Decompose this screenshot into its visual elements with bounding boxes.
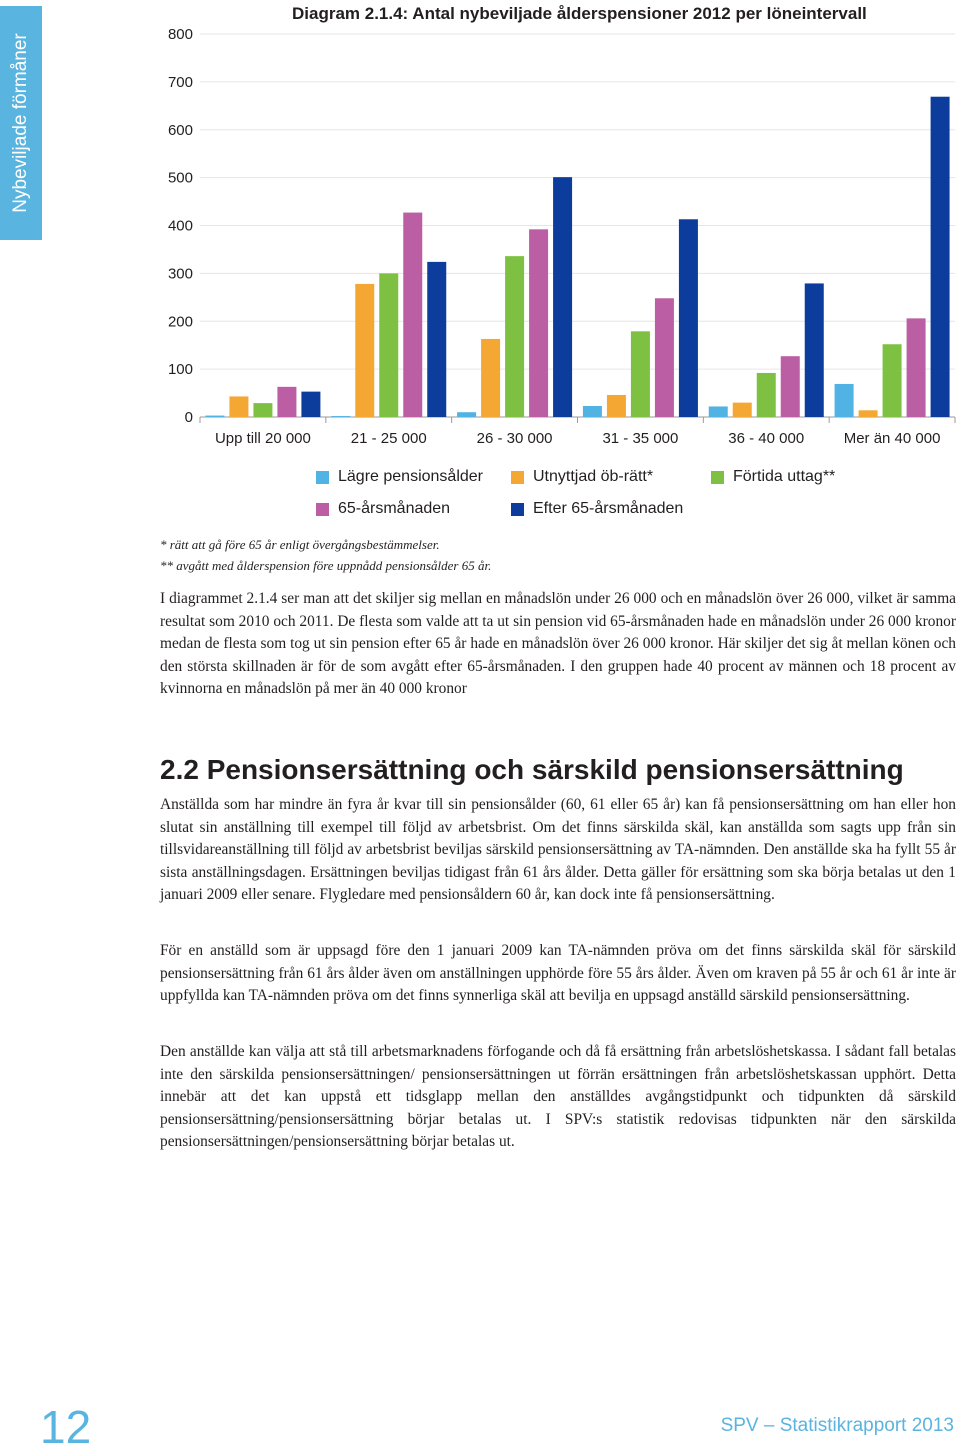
bar <box>301 392 320 417</box>
bar <box>277 387 296 417</box>
x-tick-label: Mer än 40 000 <box>843 430 941 447</box>
bar <box>631 331 650 417</box>
section-paragraph: Anställda som har mindre än fyra år kvar till sin pensionsålder (60, 61 eller 65 år) kan få pensionsersättning om han eller hon slutat sin anställning till exempel till följd av arbetsbrist. Om det finns särskilda skäl, kan anställda som sagts upp från sin tillsvidareanställning till följd av arbetsbrist beviljas särskild pensionsersättning av TA-nämnden. Den anställde ska ha fyllt 55 år sista anställningsdagen. Ersättningen beviljas tidigast från 61 års ålder. Detta gäller för ersättning som ska börja betalas ut den 1 januari 2009 eller senare. Flygledare med pensionsåldern 60 år, kan dock inte få pensionsersättning. <box>160 796 956 904</box>
chart-title: Diagram 2.1.4: Antal nybeviljade ålderspensioner 2012 per löneintervall <box>292 4 867 23</box>
intro-paragraph: I diagrammet 2.1.4 ser man att det skiljer sig mellan en månadslön under 26 000 och en månadslön över 26 000, vilket är samma resultat som 2010 och 2011. De flesta som valde att ta ut sin pension vid 65-årsmånaden hade en månadslön under 26 000 kronor medan de flesta som tog ut sin pension efter 65 år hade en månadslön över 26 000 kronor. Här skiljer det sig åt mellan könen och den största skillnaden är för de som avgått efter 65-årsmånaden. I den gruppen hade 40 procent av männen och 18 procent av kvinnorna en månadslön på mer än 40 000 kronor <box>160 590 956 698</box>
bar <box>331 416 350 417</box>
bar <box>835 384 854 417</box>
legend-label: Lägre pensionsålder <box>338 468 483 485</box>
y-tick-label: 800 <box>167 26 193 43</box>
bar <box>505 256 524 417</box>
bar <box>355 284 374 417</box>
y-tick-label: 600 <box>167 121 193 139</box>
legend-swatch <box>711 471 724 484</box>
bar <box>907 318 926 417</box>
section-paragraph: För en anställd som är uppsagd före den 1 januari 2009 kan TA-nämnden pröva om det finns särskilda skäl för särskild pensionsersättning från 61 års ålder även om anställningen upphörde före 55 års ålder. Även om kraven på 55 år och 61 år inte är uppfyllda kan TA-nämnden pröva om det finns synnerliga skäl att bevilja en uppsagd anställd särskild pensionsersättning. <box>160 942 956 1005</box>
bar <box>781 356 800 417</box>
legend-item-fortida-uttag <box>711 468 835 486</box>
bar <box>403 213 422 417</box>
bar <box>529 229 548 417</box>
bar <box>859 410 878 417</box>
y-tick-label: 0 <box>184 409 193 426</box>
bar <box>607 395 626 417</box>
bar <box>655 298 674 417</box>
bar <box>583 406 602 417</box>
section-tab-label: Nybeviljade förmåner <box>10 33 31 213</box>
legend-swatch <box>316 503 329 516</box>
x-tick-label: 26 - 30 000 <box>476 430 553 447</box>
bar <box>253 403 272 417</box>
x-tick-label: 36 - 40 000 <box>728 430 805 447</box>
legend-swatch <box>316 471 329 484</box>
x-tick-label: 31 - 35 000 <box>602 430 679 447</box>
y-tick-label: 700 <box>167 73 193 91</box>
legend-item-65-arsmanaden <box>316 500 450 518</box>
bar-chart <box>0 0 960 460</box>
section-heading: 2.2 Pensionsersättning och särskild pensionsersättning <box>160 754 904 785</box>
bar <box>379 273 398 417</box>
x-tick-label: Upp till 20 000 <box>214 430 311 447</box>
y-tick-label: 500 <box>167 169 193 187</box>
bar <box>679 219 698 417</box>
bar <box>805 283 824 417</box>
footer-brand: SPV – Statistikrapport 2013 <box>720 1415 954 1436</box>
legend-swatch <box>511 471 524 484</box>
legend-item-lagre-pensionsalder <box>316 468 483 486</box>
bar <box>931 97 950 417</box>
bar <box>883 344 902 417</box>
bar <box>229 396 248 417</box>
legend-label: Förtida uttag** <box>733 468 836 485</box>
y-tick-label: 200 <box>167 313 193 331</box>
legend-swatch <box>511 503 524 516</box>
bar <box>427 262 446 417</box>
bar <box>205 416 224 417</box>
y-tick-label: 100 <box>167 361 193 379</box>
bar <box>457 412 476 417</box>
legend-item-utnyttjad-ob-ratt <box>511 468 653 486</box>
bar <box>757 373 776 417</box>
y-tick-label: 300 <box>167 265 193 283</box>
y-tick-label: 400 <box>167 217 193 235</box>
section-paragraph: Den anställde kan välja att stå till arbetsmarknadens förfogande och då få ersättning från arbetslöshetskassa. I sådant fall betalas inte den särskilda pensionsersättningen/ pensionsersättningen ut förrän ersättningen från arbetslöshetskassan upphört. Detta innebär att det kan uppstå ett tidsglapp mellan den anställdes avgångstidpunkt och tidpunkten då särskild pensionsersättning/pensionsersättning börjar betalas ut. I SPV:s statistik redovisas tidpunkten när den särskilda pensionsersättningen/pensionsersättning börjar betalas ut. <box>160 1043 956 1151</box>
chart-footnotes <box>160 534 491 576</box>
legend-label: Efter 65-årsmånaden <box>533 500 684 517</box>
footnote: ** avgått med ålderspension före uppnådd pensionsålder 65 år. <box>160 558 492 573</box>
legend-label: Utnyttjad öb-rätt* <box>533 468 654 485</box>
bar <box>709 406 728 417</box>
legend-item-efter-65-arsmanaden <box>511 500 683 518</box>
bar <box>733 403 752 417</box>
bar <box>481 339 500 417</box>
page-number: 12 <box>40 1401 92 1453</box>
bar <box>553 177 572 417</box>
footnote: * rätt att gå före 65 år enligt övergångsbestämmelser. <box>160 537 440 552</box>
legend-label: 65-årsmånaden <box>338 500 451 517</box>
x-tick-label: 21 - 25 000 <box>350 430 427 447</box>
